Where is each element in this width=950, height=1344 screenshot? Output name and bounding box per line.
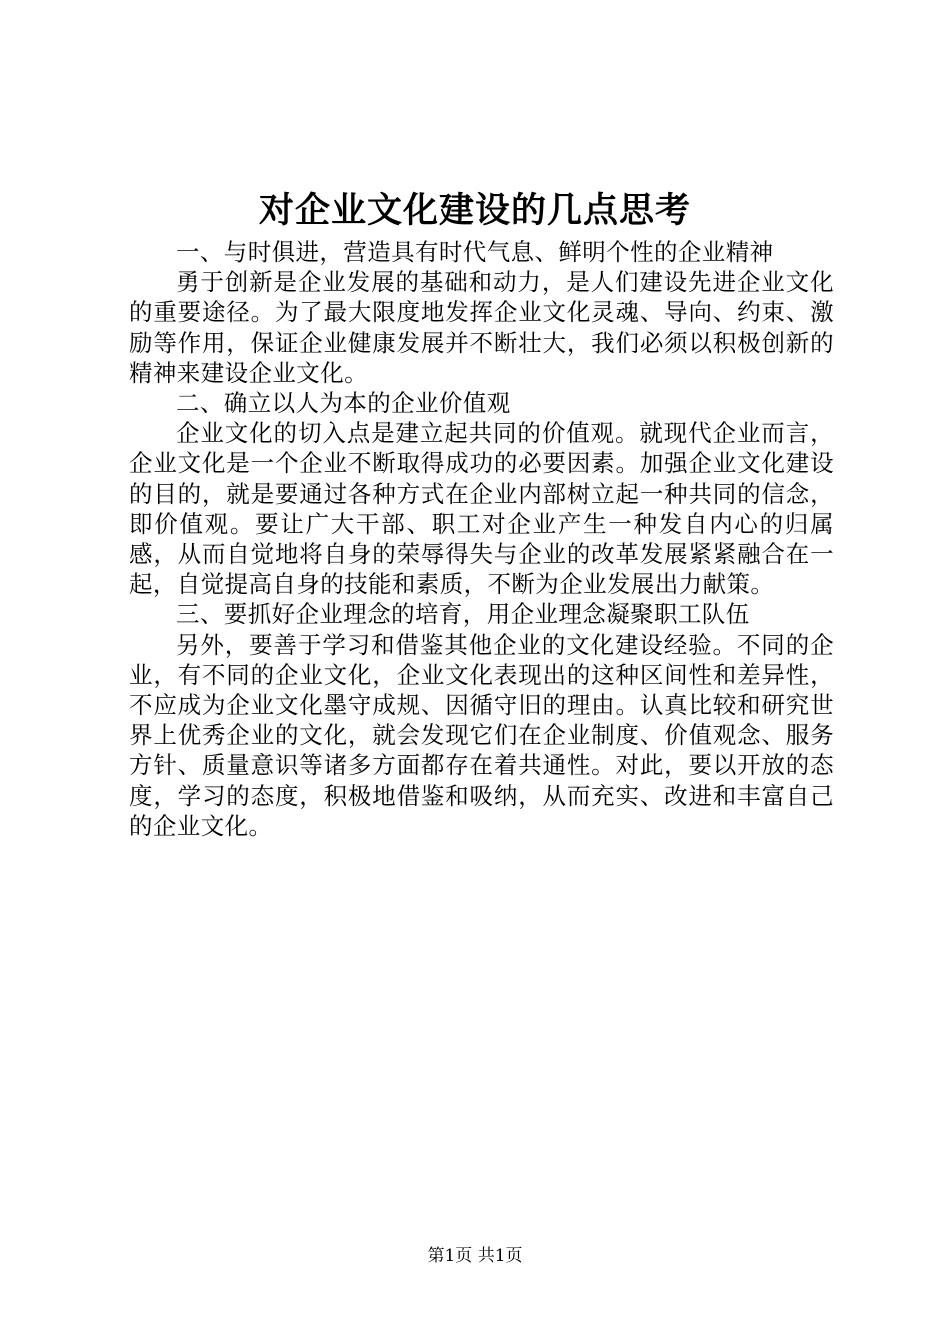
document-title: 对企业文化建设的几点思考 xyxy=(258,190,691,231)
page-footer: 第1页 共1页 xyxy=(427,1246,523,1266)
document-body xyxy=(129,237,834,841)
section-heading-1: 一、与时俱进，营造具有时代气息、鲜明个性的企业精神 xyxy=(176,238,774,266)
paragraph-2: 企业文化的切入点是建立起共同的价值观。就现代企业而言，企业文化是一个企业不断取得成功的必要因素。加强企业文化建设的目的，就是要通过各种方式在企业内部树立起一种共同的信念，即价值观。要让广大干部、职工对企业产生一种发自内心的归属感，从而自觉地将自身的荣辱得失与企业的改革发展紧紧融合在一起，自觉提高自身的技能和素质，不断为企业发展出力献策。 xyxy=(129,419,834,599)
section-heading-3: 三、要抓好企业理念的培育，用企业理念凝聚职工队伍 xyxy=(176,600,750,629)
paragraph-1: 勇于创新是企业发展的基础和动力，是人们建设先进企业文化的重要途径。为了最大限度地发挥企业文化灵魂、导向、约束、激励等作用，保证企业健康发展并不断壮大，我们必须以积极创新的精神来建设企业文化。 xyxy=(129,268,834,387)
paragraph-3: 另外，要善于学习和借鉴其他企业的文化建设经验。不同的企业，有不同的企业文化，企业文化表现出的这种区间性和差异性，不应成为企业文化墨守成规、因循守旧的理由。认真比较和研究世界上优秀企业的文化，就会发现它们在企业制度、价值观念、服务方针、质量意识等诸多方面都存在着共通性。对此，要以开放的态度，学习的态度，积极地借鉴和吸纳，从而充实、改进和丰富自己的企业文化。 xyxy=(129,630,834,840)
section-heading-2: 二、确立以人为本的企业价值观 xyxy=(176,389,511,418)
